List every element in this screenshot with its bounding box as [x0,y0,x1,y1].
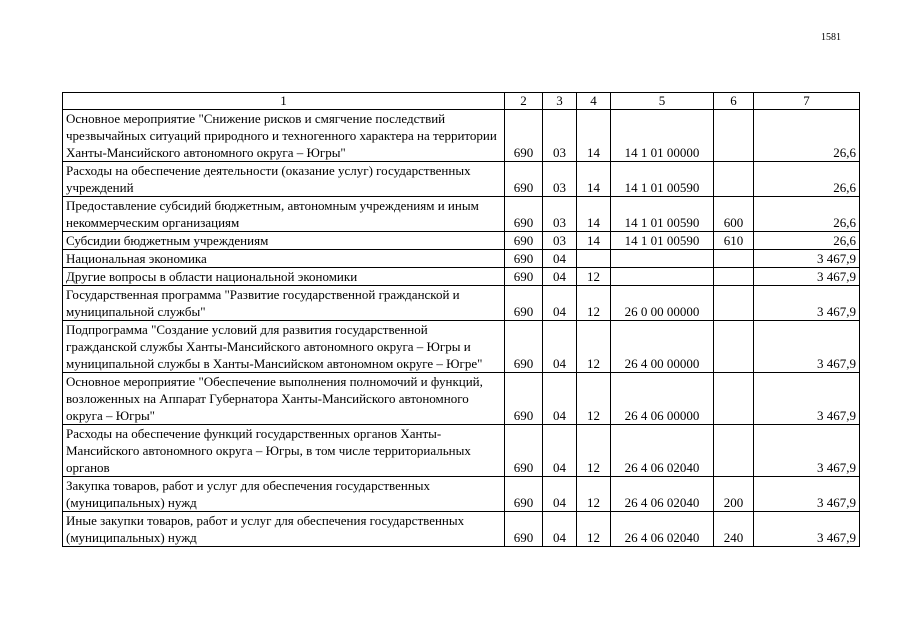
section-code-cell: 03 [543,197,577,232]
column-header-2: 2 [505,93,543,110]
description-cell: Подпрограмма "Создание условий для развития государственной гражданской службы Ханты-Мансийского автономного округа – Югры и муниципальной службы в Ханты-Мансийском автономном округе – Югре" [63,321,505,373]
expense-type-cell [714,373,754,425]
table-row [63,110,860,162]
target-article-cell: 26 4 06 02040 [611,477,714,512]
ministry-code-cell: 690 [505,512,543,547]
description-cell: Закупка товаров, работ и услуг для обеспечения государственных (муниципальных) нужд [63,477,505,512]
expense-type-cell: 240 [714,512,754,547]
section-code-cell: 04 [543,373,577,425]
ministry-code-cell: 690 [505,197,543,232]
ministry-code-cell: 690 [505,477,543,512]
subsection-code-cell: 14 [577,110,611,162]
section-code-cell: 03 [543,232,577,250]
target-article-cell: 14 1 01 00590 [611,232,714,250]
column-header-5: 5 [611,93,714,110]
column-header-4: 4 [577,93,611,110]
description-cell: Другие вопросы в области национальной экономики [63,268,505,286]
table-row [63,162,860,197]
amount-cell: 3 467,9 [754,250,860,268]
table-row [63,268,860,286]
subsection-code-cell: 14 [577,197,611,232]
subsection-code-cell: 12 [577,268,611,286]
expense-type-cell: 200 [714,477,754,512]
description-cell: Расходы на обеспечение функций государственных органов Ханты-Мансийского автономного округа – Югры, в том числе территориальных органов [63,425,505,477]
subsection-code-cell: 12 [577,321,611,373]
amount-cell: 3 467,9 [754,373,860,425]
subsection-code-cell [577,250,611,268]
amount-cell: 26,6 [754,197,860,232]
ministry-code-cell: 690 [505,321,543,373]
subsection-code-cell: 12 [577,425,611,477]
description-cell: Расходы на обеспечение деятельности (оказание услуг) государственных учреждений [63,162,505,197]
target-article-cell [611,250,714,268]
description-cell: Государственная программа "Развитие государственной гражданской и муниципальной службы" [63,286,505,321]
table-row [63,321,860,373]
section-code-cell: 04 [543,477,577,512]
table-row [63,197,860,232]
section-code-cell: 03 [543,110,577,162]
ministry-code-cell: 690 [505,162,543,197]
expense-type-cell: 610 [714,232,754,250]
section-code-cell: 04 [543,512,577,547]
target-article-cell: 26 4 00 00000 [611,321,714,373]
ministry-code-cell: 690 [505,268,543,286]
column-header-6: 6 [714,93,754,110]
description-cell: Национальная экономика [63,250,505,268]
budget-table [62,92,860,547]
expense-type-cell [714,250,754,268]
expense-type-cell [714,425,754,477]
ministry-code-cell: 690 [505,425,543,477]
section-code-cell: 04 [543,268,577,286]
subsection-code-cell: 12 [577,512,611,547]
section-code-cell: 04 [543,321,577,373]
ministry-code-cell: 690 [505,110,543,162]
page-number: 1581 [821,32,841,43]
ministry-code-cell: 690 [505,286,543,321]
target-article-cell: 14 1 01 00590 [611,162,714,197]
section-code-cell: 04 [543,425,577,477]
amount-cell: 26,6 [754,162,860,197]
table-header-row [63,93,860,110]
amount-cell: 26,6 [754,110,860,162]
ministry-code-cell: 690 [505,232,543,250]
subsection-code-cell: 12 [577,477,611,512]
expense-type-cell [714,268,754,286]
subsection-code-cell: 12 [577,373,611,425]
expense-type-cell: 600 [714,197,754,232]
target-article-cell: 14 1 01 00590 [611,197,714,232]
column-header-3: 3 [543,93,577,110]
table-row [63,512,860,547]
target-article-cell: 14 1 01 00000 [611,110,714,162]
amount-cell: 3 467,9 [754,286,860,321]
target-article-cell [611,268,714,286]
ministry-code-cell: 690 [505,373,543,425]
subsection-code-cell: 12 [577,286,611,321]
table-row [63,425,860,477]
subsection-code-cell: 14 [577,162,611,197]
description-cell: Предоставление субсидий бюджетным, автономным учреждениям и иным некоммерческим организациям [63,197,505,232]
subsection-code-cell: 14 [577,232,611,250]
amount-cell: 3 467,9 [754,477,860,512]
description-cell: Основное мероприятие "Обеспечение выполнения полномочий и функций, возложенных на Аппарат Губернатора Ханты-Мансийского автономного округа – Югры" [63,373,505,425]
description-cell: Иные закупки товаров, работ и услуг для обеспечения государственных (муниципальных) нужд [63,512,505,547]
table-row [63,232,860,250]
column-header-1: 1 [63,93,505,110]
target-article-cell: 26 4 06 02040 [611,512,714,547]
target-article-cell: 26 4 06 00000 [611,373,714,425]
amount-cell: 3 467,9 [754,512,860,547]
target-article-cell: 26 4 06 02040 [611,425,714,477]
table-row [63,373,860,425]
column-header-7: 7 [754,93,860,110]
amount-cell: 3 467,9 [754,268,860,286]
expense-type-cell [714,321,754,373]
section-code-cell: 04 [543,286,577,321]
target-article-cell: 26 0 00 00000 [611,286,714,321]
expense-type-cell [714,286,754,321]
description-cell: Субсидии бюджетным учреждениям [63,232,505,250]
table-row [63,286,860,321]
table-row [63,250,860,268]
section-code-cell: 03 [543,162,577,197]
amount-cell: 3 467,9 [754,425,860,477]
amount-cell: 26,6 [754,232,860,250]
table-row [63,477,860,512]
amount-cell: 3 467,9 [754,321,860,373]
ministry-code-cell: 690 [505,250,543,268]
description-cell: Основное мероприятие "Снижение рисков и смягчение последствий чрезвычайных ситуаций природного и техногенного характера на территории Ханты-Мансийского автономного округа – Югры" [63,110,505,162]
expense-type-cell [714,110,754,162]
expense-type-cell [714,162,754,197]
section-code-cell: 04 [543,250,577,268]
